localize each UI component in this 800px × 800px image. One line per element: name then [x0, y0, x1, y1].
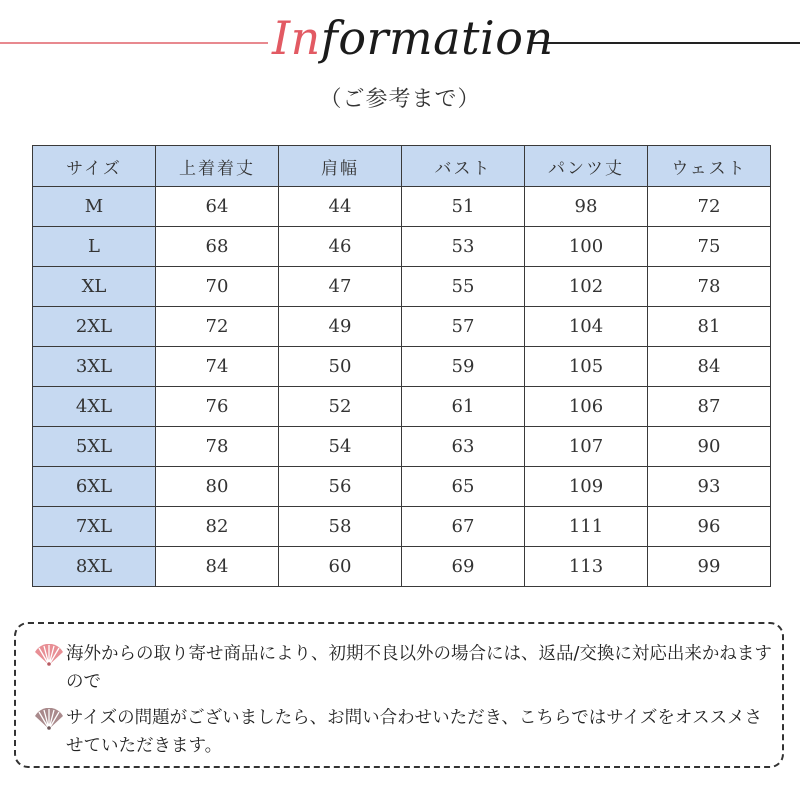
size-label-cell: 7XL [33, 507, 156, 547]
measurement-cell: 104 [525, 307, 648, 347]
measurement-cell: 84 [648, 347, 771, 387]
fan-icon [34, 644, 64, 670]
measurement-cell: 53 [402, 227, 525, 267]
table-row [33, 307, 771, 347]
measurement-cell: 74 [156, 347, 279, 387]
measurement-cell: 69 [402, 547, 525, 587]
measurement-cell: 72 [156, 307, 279, 347]
fan-icon [34, 708, 64, 734]
measurement-cell: 49 [279, 307, 402, 347]
measurement-cell: 64 [156, 187, 279, 227]
title-rule-right [530, 42, 800, 44]
measurement-cell: 61 [402, 387, 525, 427]
measurement-cell: 59 [402, 347, 525, 387]
measurement-cell: 44 [279, 187, 402, 227]
table-row [33, 227, 771, 267]
notes-box [14, 622, 784, 768]
size-label-cell: 8XL [33, 547, 156, 587]
note-size-advice: サイズの問題がございましたら、お問い合わせいただき、こちらではサイズをオススメさせていただきます。 [66, 708, 763, 756]
measurement-cell: 68 [156, 227, 279, 267]
measurement-cell: 52 [279, 387, 402, 427]
measurement-cell: 111 [525, 507, 648, 547]
measurement-cell: 102 [525, 267, 648, 307]
size-label-cell: 3XL [33, 347, 156, 387]
measurement-cell: 87 [648, 387, 771, 427]
measurement-cell: 47 [279, 267, 402, 307]
measurement-cell: 106 [525, 387, 648, 427]
table-row [33, 547, 771, 587]
measurement-cell: 90 [648, 427, 771, 467]
measurement-cell: 100 [525, 227, 648, 267]
size-label-cell: XL [33, 267, 156, 307]
size-chart-table [32, 145, 771, 587]
column-header: ウェスト [648, 146, 771, 187]
measurement-cell: 76 [156, 387, 279, 427]
measurement-cell: 75 [648, 227, 771, 267]
column-header: バスト [402, 146, 525, 187]
measurement-cell: 109 [525, 467, 648, 507]
column-header: パンツ丈 [525, 146, 648, 187]
table-row [33, 267, 771, 307]
table-row [33, 507, 771, 547]
measurement-cell: 54 [279, 427, 402, 467]
size-label-cell: 2XL [33, 307, 156, 347]
table-row [33, 427, 771, 467]
column-header: 肩幅 [279, 146, 402, 187]
measurement-cell: 56 [279, 467, 402, 507]
size-label-cell: M [33, 187, 156, 227]
table-header-row [33, 146, 771, 187]
page-title-rest: formation [320, 11, 554, 65]
measurement-cell: 78 [648, 267, 771, 307]
measurement-cell: 70 [156, 267, 279, 307]
measurement-cell: 84 [156, 547, 279, 587]
size-label-cell: 6XL [33, 467, 156, 507]
measurement-cell: 60 [279, 547, 402, 587]
measurement-cell: 81 [648, 307, 771, 347]
measurement-cell: 98 [525, 187, 648, 227]
table-row [33, 467, 771, 507]
size-label-cell: 4XL [33, 387, 156, 427]
note-returns: 海外からの取り寄せ商品により、初期不良以外の場合には、返品/交換に対応出来かねますので [66, 644, 772, 692]
column-header: 上着着丈 [156, 146, 279, 187]
measurement-cell: 63 [402, 427, 525, 467]
measurement-cell: 113 [525, 547, 648, 587]
table-row [33, 347, 771, 387]
measurement-cell: 107 [525, 427, 648, 467]
measurement-cell: 72 [648, 187, 771, 227]
title-rule-left [0, 42, 268, 44]
measurement-cell: 50 [279, 347, 402, 387]
measurement-cell: 93 [648, 467, 771, 507]
measurement-cell: 51 [402, 187, 525, 227]
measurement-cell: 46 [279, 227, 402, 267]
measurement-cell: 67 [402, 507, 525, 547]
measurement-cell: 55 [402, 267, 525, 307]
measurement-cell: 57 [402, 307, 525, 347]
page-title [272, 8, 554, 68]
measurement-cell: 99 [648, 547, 771, 587]
measurement-cell: 78 [156, 427, 279, 467]
measurement-cell: 82 [156, 507, 279, 547]
column-header: サイズ [33, 146, 156, 187]
table-row [33, 387, 771, 427]
measurement-cell: 105 [525, 347, 648, 387]
measurement-cell: 65 [402, 467, 525, 507]
measurement-cell: 96 [648, 507, 771, 547]
table-row [33, 187, 771, 227]
page-subtitle: （ご参考まで） [319, 87, 481, 112]
measurement-cell: 58 [279, 507, 402, 547]
page-title-accent: In [272, 11, 321, 65]
size-label-cell: 5XL [33, 427, 156, 467]
measurement-cell: 80 [156, 467, 279, 507]
size-label-cell: L [33, 227, 156, 267]
